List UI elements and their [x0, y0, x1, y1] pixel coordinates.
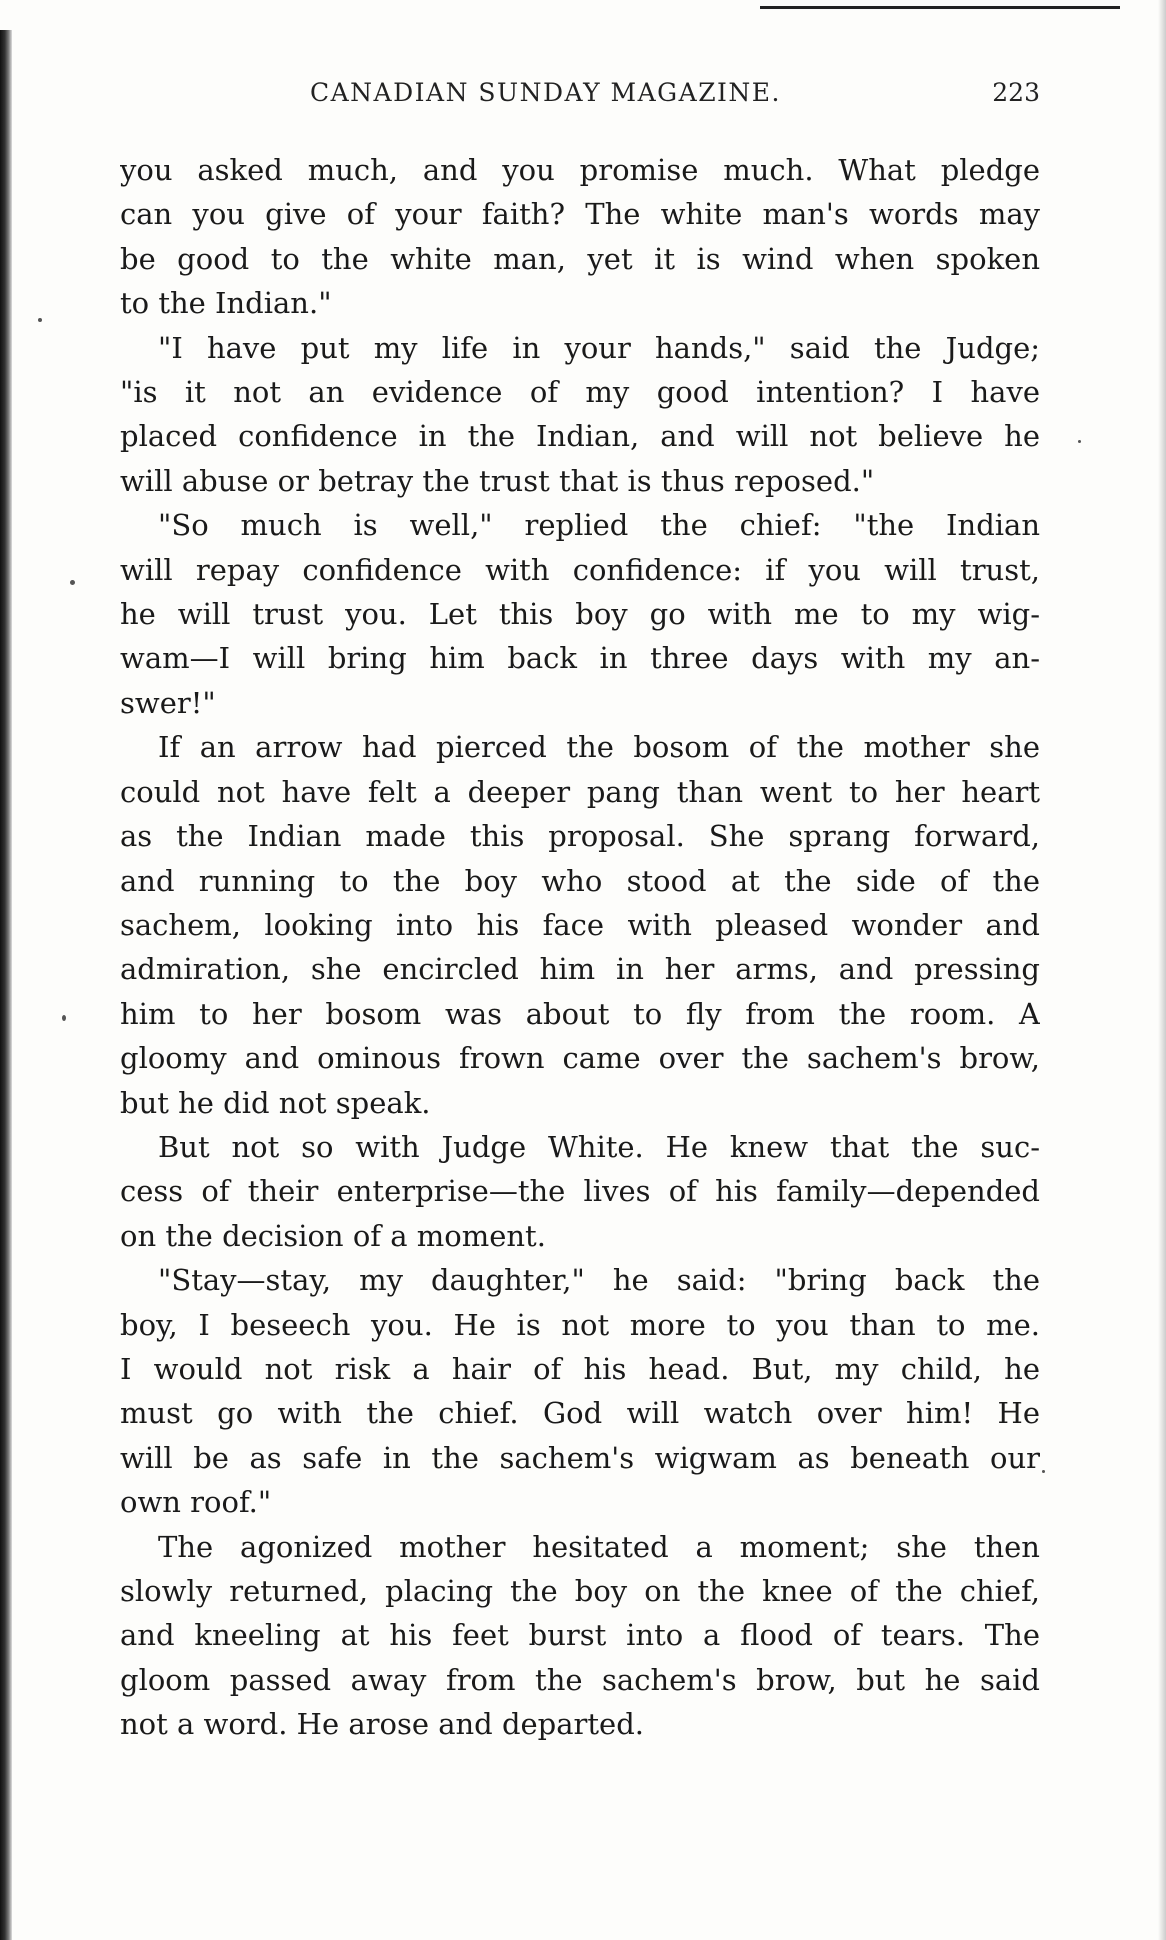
scan-speck [70, 580, 75, 585]
text-line: I would not risk a hair of his head. But, my child, he [120, 1351, 1040, 1386]
scan-speck [1042, 1470, 1045, 1473]
text-line: gloom passed away from the sachem's brow, but he said [120, 1662, 1040, 1697]
text-line: be good to the white man, yet it is wind when spoken [120, 241, 1040, 276]
text-line: but he did not speak. [120, 1085, 431, 1120]
text-line: gloomy and ominous frown came over the sachem's brow, [120, 1041, 1040, 1076]
text-line: not a word. He arose and departed. [120, 1707, 644, 1742]
text-line: and running to the boy who stood at the side of the [120, 863, 1040, 898]
paragraph [120, 1125, 1040, 1258]
page-number: 223 [992, 78, 1040, 107]
text-line: "is it not an evidence of my good intention? I have [120, 375, 1040, 410]
text-line: will repay confidence with confidence: if you will trust, [120, 552, 1040, 587]
text-line: If an arrow had pierced the bosom of the mother she [158, 730, 1040, 765]
text-line: he will trust you. Let this boy go with me to my wig- [120, 597, 1040, 632]
text-line: can you give of your faith? The white man's words may [120, 197, 1040, 232]
paragraph [120, 1525, 1040, 1747]
text-line: "So much is well," replied the chief: "the Indian [158, 508, 1040, 543]
text-line: own roof." [120, 1485, 272, 1520]
body-text [120, 148, 1040, 1747]
text-line: will be as safe in the sachem's wigwam as beneath our [120, 1440, 1040, 1475]
text-line: as the Indian made this proposal. She sprang forward, [120, 819, 1040, 854]
text-line: wam—I will bring him back in three days with my an- [120, 641, 1040, 676]
page-edge-shadow [1158, 0, 1166, 1940]
text-line: him to her bosom was about to fly from the room. A [120, 996, 1040, 1031]
paragraph [120, 725, 1040, 1125]
scan-speck [62, 1015, 66, 1021]
text-line: cess of their enterprise—the lives of his family—depended [120, 1174, 1040, 1209]
text-line: admiration, she encircled him in her arms, and pressing [120, 952, 1040, 987]
top-rule [760, 6, 1120, 9]
paragraph [120, 148, 1040, 326]
text-line: and kneeling at his feet burst into a flood of tears. The [120, 1618, 1040, 1653]
text-line: you asked much, and you promise much. What pledge [120, 153, 1040, 187]
text-line: But not so with Judge White. He knew that the suc- [158, 1129, 1040, 1164]
text-line: swer!" [120, 685, 216, 720]
text-line: must go with the chief. God will watch over him! He [120, 1396, 1040, 1431]
text-line: "Stay—stay, my daughter," he said: "bring back the [158, 1263, 1040, 1298]
text-line: sachem, looking into his face with pleased wonder and [120, 907, 1040, 942]
text-line: could not have felt a deeper pang than went to her heart [120, 774, 1040, 809]
scan-speck [1078, 440, 1081, 443]
text-line: will abuse or betray the trust that is thus reposed." [120, 463, 875, 498]
text-line: boy, I beseech you. He is not more to you than to me. [120, 1307, 1040, 1342]
text-line: placed confidence in the Indian, and will not believe he [120, 419, 1040, 454]
text-line: to the Indian." [120, 286, 332, 321]
paragraph [120, 326, 1040, 504]
running-head: CANADIAN SUNDAY MAGAZINE. [310, 78, 782, 107]
text-line: The agonized mother hesitated a moment; she then [158, 1529, 1040, 1564]
text-line: slowly returned, placing the boy on the knee of the chief, [120, 1574, 1040, 1608]
page-header [120, 78, 1040, 118]
book-binding-edge [0, 30, 12, 1940]
paragraph [120, 1258, 1040, 1524]
paragraph [120, 503, 1040, 725]
text-line: on the decision of a moment. [120, 1218, 546, 1253]
text-line: "I have put my life in your hands," said the Judge; [158, 330, 1040, 365]
scan-speck [38, 318, 42, 322]
